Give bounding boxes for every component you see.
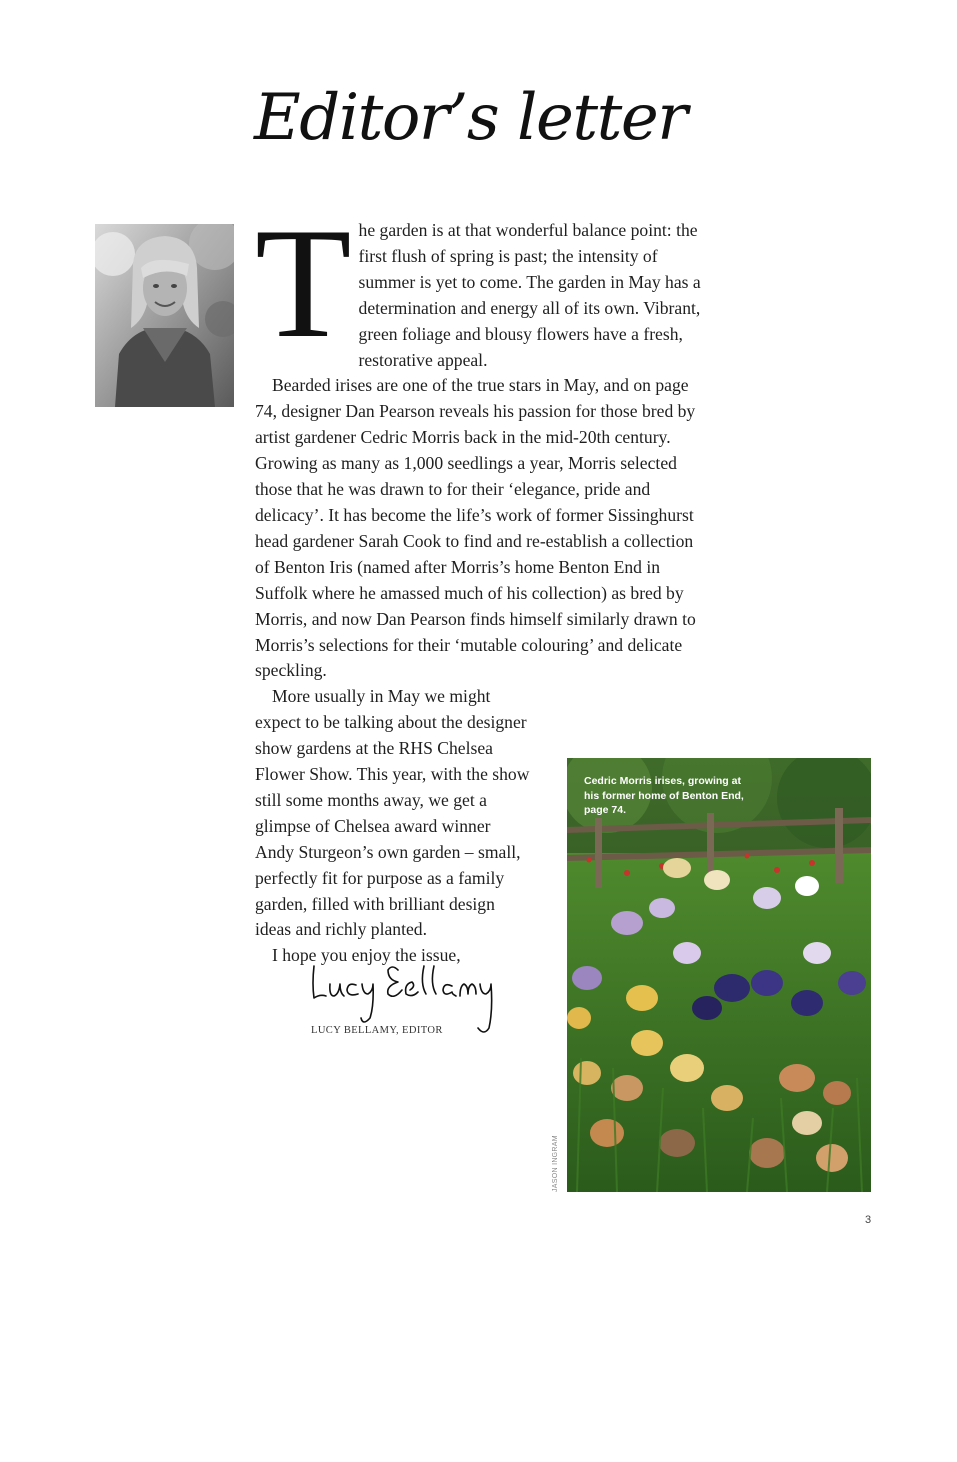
paragraph-2: Bearded irises are one of the true stars in May, and on page 74, designer Dan Pearson reveals his passion for those bred by artist gardener Cedric Morris back in the mid-20th century. Growing as many as 1,000 seedlings a year, Morris selected those that he was drawn to for their ‘elegance, pride and delicacy’. It has become the life’s work of former Sissinghurst head gardener Sarah Cook to find and re-establish a collection of Benton Iris (named after Morris’s home Benton End in Suffolk where he amassed much of his collection) as bred by Morris, and now Dan Pearson finds himself similarly drawn to Morris’s selections for their ‘mutable colouring’ and delicate speckling.	[255, 375, 696, 681]
page-title: Editor’s letter	[254, 81, 687, 155]
photo-credit: JASON INGRAM	[552, 1135, 559, 1192]
page-number: 3	[865, 1214, 872, 1226]
paragraph-3: More usually in May we might expect to be talking about the designer show gardens at the RHS Chelsea Flower Show. This year, with the show still some months away, we get a glimpse of Chelsea award winner Andy Sturgeon’s own garden – small, perfectly fit for purpose as a family garden, filled with brilliant design ideas and richly planted.	[255, 686, 530, 940]
drop-cap: T	[255, 196, 352, 371]
paragraph-1: he garden is at that wonderful balance point: the first flush of spring is past; the intensity of summer is yet to come. The garden in May has a determination and energy all of its own. Vibrant, green foliage and blousy flowers have a fresh, restorative appeal.	[358, 220, 701, 370]
photo-caption: Cedric Morris irises, growing at his former home of Benton End, page 74.	[584, 775, 744, 816]
paragraph-4: I hope you enjoy the issue,	[272, 945, 461, 966]
editor-portrait	[95, 224, 234, 407]
iris-garden-photo	[567, 758, 871, 1192]
signature-label: LUCY BELLAMY, EDITOR	[311, 1025, 443, 1036]
